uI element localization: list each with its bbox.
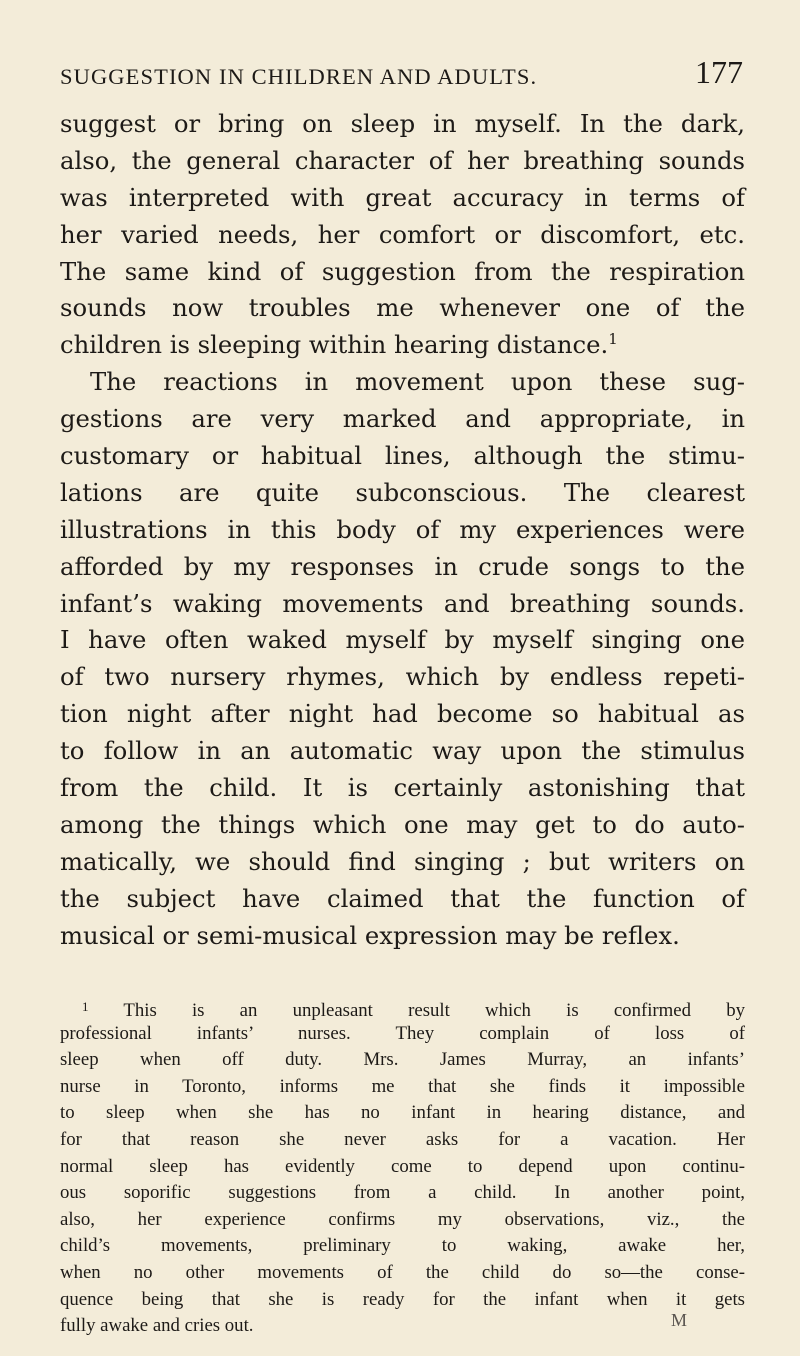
footnote-line: also, her experience confirms my observations, viz., the — [60, 1208, 745, 1230]
body-line: from the child. It is certainly astonishing that — [60, 773, 745, 803]
body-line: lations are quite subconscious. The clearest — [60, 477, 745, 507]
footnote-reference: 1 — [608, 330, 618, 349]
body-line: customary or habitual lines, although the stimu- — [60, 441, 745, 471]
running-head — [60, 54, 743, 94]
body-line: also, the general character of her breathing sounds — [60, 145, 745, 175]
body-text — [60, 106, 745, 954]
footnote-line: fully awake and cries out. — [60, 1315, 254, 1337]
body-line: suggest or bring on sleep in myself. In the dark, — [60, 109, 745, 138]
footnote-line: for that reason she never asks for a vacation. Her — [60, 1128, 745, 1150]
footnote-line: child’s movements, preliminary to waking, awake her, — [60, 1235, 745, 1257]
body-line: the subject have claimed that the function of — [60, 883, 745, 913]
body-line: afforded by my responses in crude songs to the — [60, 551, 745, 581]
body-line-with-note-ref — [60, 327, 745, 364]
body-line: gestions are very marked and appropriate, in — [60, 404, 745, 434]
body-line: was interpreted with great accuracy in terms of — [60, 182, 745, 212]
footnote-line: normal sleep has evidently come to depend upon continu- — [60, 1155, 745, 1177]
body-line: matically, we should find singing ; but writers on — [60, 846, 745, 876]
footnote-line-text: This is an unpleasant result which is confirmed by — [123, 1000, 745, 1021]
footnote-line: ous soporific suggestions from a child. In another point, — [60, 1182, 745, 1204]
footnote-line: when no other movements of the child do so—the conse- — [60, 1261, 745, 1283]
body-line-text: children is sleeping within hearing distance. — [60, 330, 609, 360]
footnote-line: professional infants’ nurses. They complain of loss of — [60, 1022, 745, 1044]
body-line: her varied needs, her comfort or discomfort, etc. — [60, 219, 745, 249]
body-line: I have often waked myself by myself singing one — [60, 625, 745, 655]
footnote-first-line — [60, 994, 745, 1021]
body-line-paragraph-start: The reactions in movement upon these sug- — [90, 367, 745, 397]
body-line: sounds now troubles me whenever one of the — [60, 293, 745, 323]
footnote — [60, 994, 745, 1340]
body-line: infant’s waking movements and breathing sounds. — [60, 588, 745, 618]
running-title: SUGGESTION IN CHILDREN AND ADULTS. — [60, 64, 538, 89]
body-line: to follow in an automatic way upon the stimulus — [60, 736, 745, 766]
footnote-line: to sleep when she has no infant in hearing distance, and — [60, 1102, 745, 1124]
body-line: among the things which one may get to do auto- — [60, 809, 745, 839]
body-line: of two nursery rhymes, which by endless repeti- — [60, 662, 745, 692]
footnote-line: quence being that she is ready for the infant when it gets — [60, 1288, 745, 1310]
body-line: illustrations in this body of my experiences were — [60, 514, 745, 544]
body-line: tion night after night had become so habitual as — [60, 699, 745, 729]
body-line: musical or semi-musical expression may be reflex. — [60, 920, 680, 950]
footnote-line: nurse in Toronto, informs me that she finds it impossible — [60, 1075, 745, 1097]
signature-mark: M — [671, 1310, 688, 1330]
body-line: The same kind of suggestion from the respiration — [60, 256, 745, 286]
page-number: 177 — [695, 54, 743, 90]
footnote-line: sleep when off duty. Mrs. James Murray, an infants’ — [60, 1049, 745, 1071]
footnote-marker: 1 — [82, 999, 89, 1014]
